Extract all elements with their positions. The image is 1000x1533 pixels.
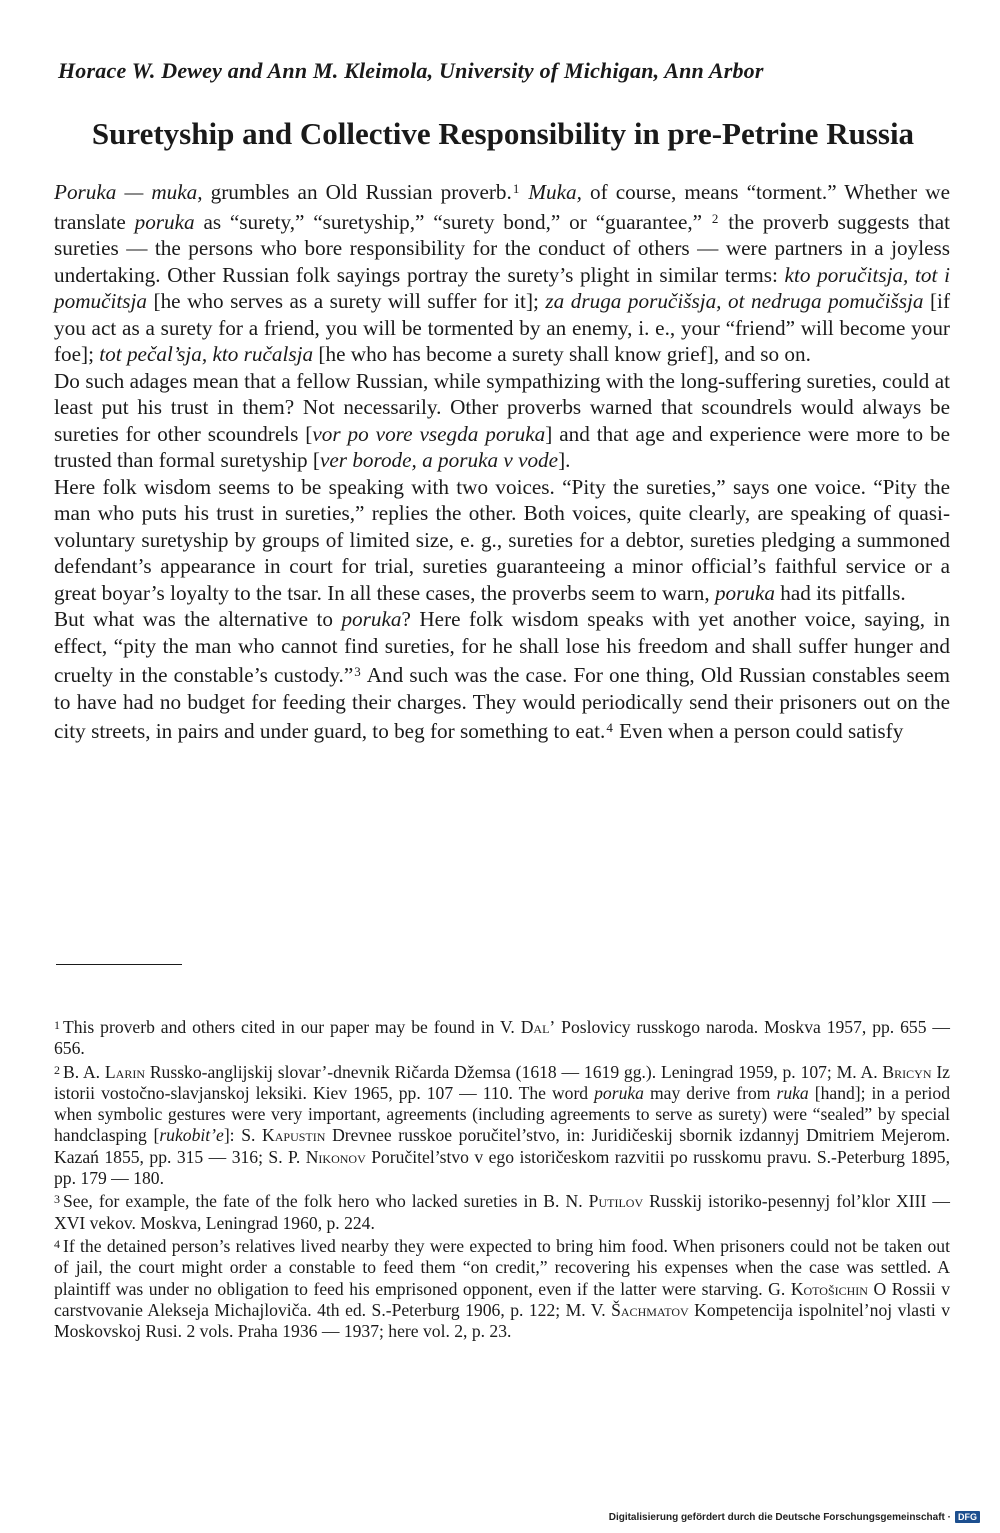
footnote-2 — [54, 1060, 950, 1190]
author-name: Kotošichin — [790, 1278, 868, 1299]
footnote-number: 1 — [54, 1018, 60, 1032]
emphasis: rukobit’e — [159, 1125, 224, 1146]
text-run: Iz istorii vostočno-slavjanskoj leksiki. Kiev 1965, pp. 107 — 110. The word — [54, 1061, 950, 1103]
text-run: had its pitfalls. — [774, 580, 906, 605]
emphasis: poruka — [714, 580, 775, 605]
text-run: Even when a person could satisfy — [613, 719, 904, 743]
paragraph-4 — [54, 606, 950, 745]
emphasis: Poruka — muka, — [54, 180, 203, 204]
author-line: Horace W. Dewey and Ann M. Kleimola, University of Michigan, Ann Arbor — [58, 58, 764, 83]
footnote-1 — [54, 1015, 950, 1060]
text-run: B. A. — [63, 1061, 105, 1082]
text-run: If the detained person’s relatives lived nearby they were expected to bring him food. When prisoners could not be taken out of jail, the court might order a constable to feed them “on credit,” recovering his expenses when the case was settled. A plaintiff was under no obligation to feed his emprisoned opponent, even if the latter were starving. G. — [54, 1235, 950, 1299]
text-run: [if you act as a surety for a friend, you will be tormented by an enemy, i. e., your “friend” will become your foe]; — [54, 289, 950, 366]
author-name: Dal’ — [520, 1017, 556, 1037]
paragraph-3 — [54, 474, 950, 607]
author-name: Bricyn — [882, 1061, 932, 1082]
footnote-divider — [56, 964, 182, 965]
footnote-number: 3 — [54, 1192, 60, 1207]
text-run: Do such adages mean that a fellow Russian, while sympathizing with the long-suffering sureties, could at least put his trust in them? Not necessarily. Other proverbs warned that scoundrels would always be sureties for other scoundrels [ — [54, 368, 950, 446]
text-run: the proverb suggests that sureties — the persons who bore responsibility for the conduct of others — were partners in a joyless undertaking. Other Russian folk sayings portray the surety’s plight in similar terms: — [54, 209, 950, 287]
dfg-logo: DFG — [955, 1511, 980, 1523]
emphasis: tot pečal’sja, kto ručalsja — [99, 342, 314, 366]
text-run: may derive from — [643, 1082, 777, 1103]
text-run: of course, means “torment.” Whether we translate — [54, 180, 951, 234]
emphasis: kto poručitsja, tot i pomučitsja — [54, 262, 950, 313]
footnote-4 — [54, 1234, 950, 1342]
text-run: as “surety,” “suretyship,” “surety bond,” or “guarantee,” — [194, 209, 711, 234]
footnote-number: 4 — [54, 1236, 60, 1251]
text-run: ? Here folk wisdom speaks with yet another voice, saying, in effect, “pity the man who cannot find sureties, for he shall lose his freedom and shall suffer hunger and cruelty in the constable’s custody.” — [54, 607, 950, 687]
text-run: O Rossii v carstvovanie Alekseja Michajloviča. 4th ed. S.-Peterburg 1906, p. 122; M. V. — [54, 1278, 951, 1320]
footnote-ref[interactable]: 4 — [606, 720, 613, 735]
article-title: Suretyship and Collective Responsibility in pre-Petrine Russia — [91, 116, 915, 151]
text-run: Poručitel’stvo v ego istoričeskom razvitii po russkomu pravu. S.-Peterburg 1895, pp. 179 — 180. — [54, 1146, 950, 1189]
text-run: See, for example, the fate of the folk hero who lacked sureties in B. N. — [63, 1191, 589, 1212]
text-run: Poslovicy russkogo naroda. Moskva 1957, pp. 655 — 656. — [54, 1017, 950, 1059]
paragraph-1 — [54, 176, 950, 368]
text-run: grumbles an Old Russian proverb. — [202, 180, 512, 204]
author-name: Kapustin — [262, 1125, 326, 1146]
emphasis: ruka — [776, 1082, 809, 1103]
emphasis: ver borode, a poruka v vode — [319, 448, 559, 472]
author-name: Putilov — [588, 1191, 644, 1212]
article-body — [54, 176, 950, 745]
author-name: Nikonov — [305, 1146, 366, 1167]
text-run: Kompetencija ispolnitel’noj vlasti v Moskovskoj Rusi. 2 vols. Praha 1936 — 1937; here vol. 2, p. 23. — [54, 1299, 950, 1342]
text-run: Russkij istoriko-pesennyj fol’klor XIII — XVI vekov. Moskva, Leningrad 1960, p. 224. — [54, 1191, 950, 1233]
text-run: ]: S. — [223, 1125, 263, 1146]
text-run: Here folk wisdom seems to be speaking with two voices. “Pity the sureties,” says one voice. “Pity the man who puts his trust in sureties,” replies the other. Both voices, quite clearly, are speaking of quasi-voluntary suretyship by groups of limited size, e. g., sureties for a debtor, sureties pledging a summoned defendant’s appearance in court for trial, sureties guaranteeing a minor official’s faithful service or a great boyar’s loyalty to the tsar. In all these cases, the proverbs seem to warn, — [54, 474, 950, 605]
author-name: Šachmatov — [611, 1299, 689, 1320]
text-run: Drevnee russkoe poručitel’stvo, in: Juridičeskij sbornik izdannyj Dmitriem Mejerom. Kazań 1855, pp. 315 — 316; S. P. — [54, 1125, 950, 1167]
emphasis: poruka — [341, 607, 402, 631]
emphasis: poruka — [134, 209, 195, 234]
text-run: [he who has become a surety shall know grief], and so on. — [313, 342, 811, 366]
digitization-footer — [609, 1511, 980, 1523]
text-run: Russko-anglijskij slovar’-dnevnik Ričarda Džemsa (1618 — 1619 gg.). Leningrad 1959, p. 107; M. A. — [145, 1061, 883, 1082]
footnote-number: 2 — [54, 1062, 60, 1077]
footnote-ref[interactable]: 2 — [711, 210, 719, 226]
paragraph-2 — [54, 368, 950, 474]
text-run: ]. — [558, 448, 571, 472]
emphasis: za druga poručišsja, ot nedruga pomučišsja — [545, 289, 924, 313]
footnote-ref[interactable]: 1 — [512, 181, 520, 196]
footnote-3 — [54, 1189, 950, 1234]
emphasis: Muka, — [528, 180, 582, 204]
text-run: And such was the case. For one thing, Old Russian constables seem to have had no budget for feeding their charges. They would periodically send their prisoners out on the city streets, in pairs and under guard, to beg for something to eat. — [54, 663, 950, 743]
footnote-ref[interactable]: 3 — [354, 664, 361, 679]
emphasis: vor po vore vsegda poruka — [312, 421, 546, 446]
author-name: Larin — [104, 1061, 145, 1082]
emphasis: poruka — [594, 1082, 644, 1103]
text-run: This proverb and others cited in our paper may be found in V. — [63, 1017, 521, 1037]
text-run: [hand]; in a period when symbolic gestures were very important, agreements (including agreements to serve as surety) were “sealed” by special handclasping [ — [54, 1082, 951, 1146]
text-run: But what was the alternative to — [54, 607, 342, 631]
footer-text: Digitalisierung gefördert durch die Deutsche Forschungsgemeinschaft · — [608, 1511, 951, 1523]
text-run: [he who serves as a surety will suffer for it]; — [147, 289, 546, 313]
footnotes — [54, 1015, 950, 1342]
text-run: ] and that age and experience were more to be trusted than formal suretyship [ — [54, 421, 950, 472]
